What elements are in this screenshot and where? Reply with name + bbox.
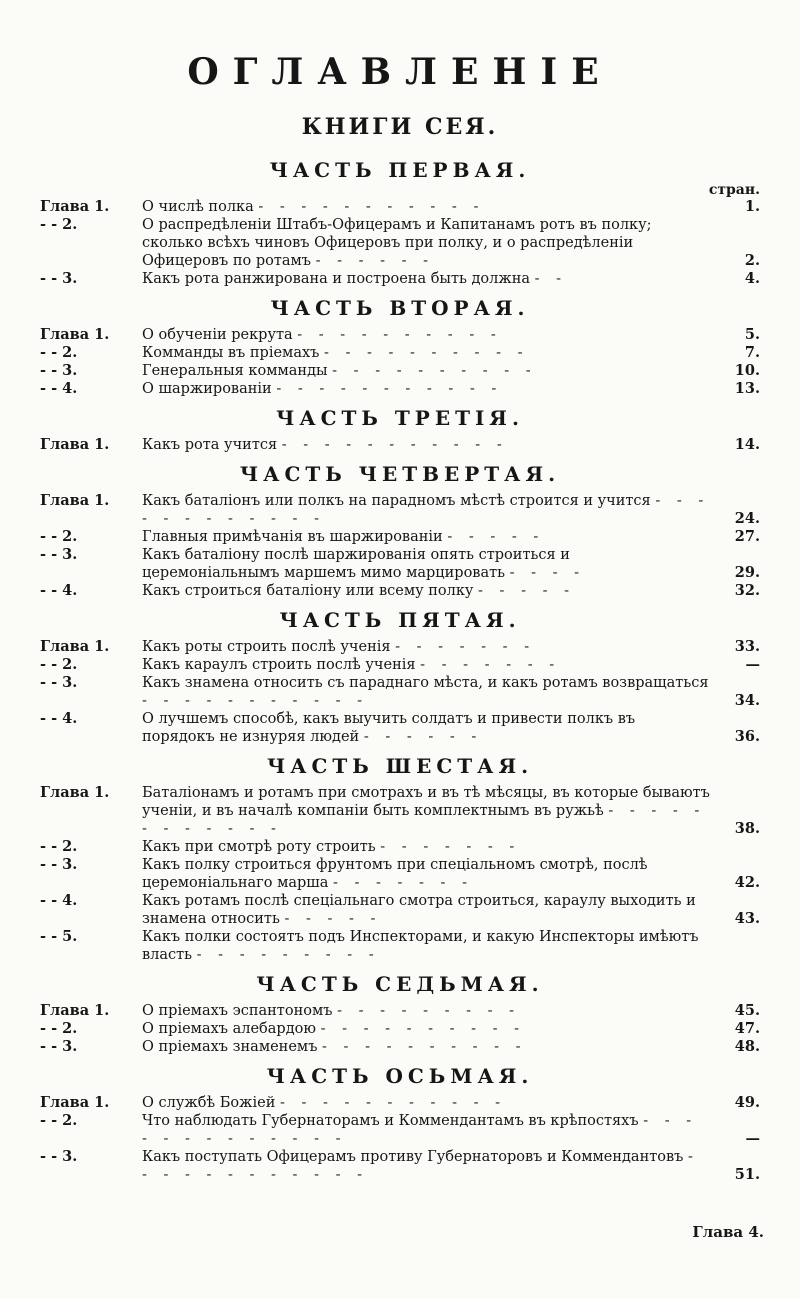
dot-leader: - - - - - - bbox=[363, 729, 483, 745]
chapter-label: Глава 1. bbox=[40, 198, 110, 215]
chapter-title-text: Какъ рота учится bbox=[142, 437, 278, 453]
chapter-title bbox=[142, 1148, 760, 1184]
dot-leader: - - - - - - - - - - bbox=[297, 327, 502, 343]
dot-leader: - - - - - - - - - - - - - bbox=[142, 1113, 698, 1147]
chapter-label: - - 5. bbox=[40, 928, 78, 945]
part-heading: ЧАСТЬ ПЕРВАЯ. bbox=[269, 158, 531, 182]
part-heading: ЧАСТЬ СЕДЬМАЯ. bbox=[256, 972, 544, 996]
part-heading: ЧАСТЬ ЧЕТВЕРТАЯ. bbox=[239, 462, 561, 486]
chapter-label: - - 2. bbox=[40, 838, 78, 855]
chapter-title-text: О службѣ Божіей bbox=[142, 1095, 276, 1111]
chapter-title bbox=[142, 656, 760, 674]
page-subtitle: КНИГИ СЕЯ. bbox=[301, 114, 499, 140]
dot-leader: - - - - - - - - - bbox=[337, 1003, 521, 1019]
chapter-title bbox=[142, 674, 760, 710]
page-number: — bbox=[745, 1130, 760, 1147]
page-title: ОГЛАВЛЕНІЕ bbox=[187, 51, 613, 93]
chapter-label: Глава 1. bbox=[40, 436, 110, 453]
dot-leader: - - - - - - - - - - - - bbox=[142, 1149, 699, 1183]
page-number: 45. bbox=[734, 1002, 760, 1019]
toc-part bbox=[40, 404, 760, 454]
toc-entry bbox=[40, 1002, 760, 1020]
chapter-title bbox=[142, 546, 760, 582]
page-number: 1. bbox=[744, 198, 760, 215]
chapter-title bbox=[142, 1002, 760, 1020]
chapter-title bbox=[142, 856, 760, 892]
chapter-title bbox=[142, 1020, 760, 1038]
page-number: 36. bbox=[734, 728, 760, 745]
toc-entry bbox=[40, 582, 760, 600]
chapter-title bbox=[142, 492, 760, 528]
dot-leader: - - - - - - - bbox=[380, 839, 521, 855]
chapter-title-text: О пріемахъ знаменемъ bbox=[142, 1039, 318, 1055]
chapter-title bbox=[142, 270, 760, 288]
dot-leader: - - - - - - - - - - bbox=[324, 345, 529, 361]
part-heading: ЧАСТЬ ТРЕТІЯ. bbox=[276, 406, 524, 430]
chapter-title-text: О обученіи рекрута bbox=[142, 327, 293, 343]
chapter-title-text: Какъ ротамъ послѣ спеціальнаго смотра строиться, караулу выходить и знамена относить bbox=[142, 893, 696, 927]
toc-entry bbox=[40, 362, 760, 380]
chapter-title-text: Какъ при смотрѣ роту строить bbox=[142, 839, 376, 855]
toc-entry bbox=[40, 216, 760, 270]
toc-entry bbox=[40, 344, 760, 362]
catchword: Глава 4. bbox=[692, 1223, 764, 1241]
toc-entry bbox=[40, 546, 760, 582]
chapter-label: - - 2. bbox=[40, 656, 78, 673]
page-number: 38. bbox=[734, 820, 760, 837]
dot-leader: - - - - - bbox=[478, 583, 575, 599]
chapter-title-text: Что наблюдать Губернаторамъ и Коммендантамъ въ крѣпостяхъ bbox=[142, 1113, 639, 1129]
chapter-title bbox=[142, 784, 760, 838]
chapter-title-text: Баталіонамъ и ротамъ при смотрахъ и въ тѣ мѣсяцы, въ которые бываютъ ученіи, и въ началѣ компаніи быть комплектнымъ въ ружьѣ bbox=[142, 785, 710, 819]
dot-leader: - - - - - bbox=[447, 529, 545, 545]
page-number: 49. bbox=[734, 1094, 760, 1111]
chapter-title bbox=[142, 1038, 760, 1056]
dot-leader: - - - - - - - bbox=[420, 657, 561, 673]
chapter-label: - - 4. bbox=[40, 380, 78, 397]
chapter-label: - - 3. bbox=[40, 856, 78, 873]
chapter-title bbox=[142, 928, 760, 964]
chapter-title bbox=[142, 344, 760, 362]
dot-leader: - - - - - bbox=[284, 911, 382, 927]
toc-entry bbox=[40, 710, 760, 746]
chapter-title bbox=[142, 638, 760, 656]
page-number: 24. bbox=[734, 510, 760, 527]
chapter-label: - - 3. bbox=[40, 546, 78, 563]
chapter-title-text: О лучшемъ способѣ, какъ выучить солдатъ и привести полкъ въ порядокъ не изнуряя людей bbox=[142, 711, 636, 745]
toc-parts bbox=[40, 156, 760, 1184]
chapter-label: - - 3. bbox=[40, 362, 78, 379]
dot-leader: - - - - - - - - - - - bbox=[281, 437, 508, 453]
page-number: 51. bbox=[734, 1166, 760, 1183]
dot-leader: - - - - - - - - - - bbox=[320, 1021, 526, 1037]
chapter-label: - - 3. bbox=[40, 270, 78, 287]
chapter-title-text: О пріемахъ эспантономъ bbox=[142, 1003, 333, 1019]
chapter-title bbox=[142, 528, 760, 546]
toc-entry bbox=[40, 380, 760, 398]
toc-part bbox=[40, 156, 760, 288]
chapter-label: - - 2. bbox=[40, 216, 78, 233]
chapter-label: Глава 1. bbox=[40, 1002, 110, 1019]
dot-leader: - - - - - - - - - - - bbox=[280, 1095, 506, 1111]
dot-leader: - - - - - - - - - bbox=[196, 947, 380, 963]
toc-part bbox=[40, 606, 760, 746]
chapter-title-text: О шаржированіи bbox=[142, 381, 272, 397]
chapter-label: Глава 1. bbox=[40, 638, 110, 655]
toc-entry bbox=[40, 784, 760, 838]
chapter-label: - - 4. bbox=[40, 582, 78, 599]
page-number: 10. bbox=[734, 362, 760, 379]
chapter-label: - - 3. bbox=[40, 674, 78, 691]
dot-leader: - - - - - - - - - - - bbox=[142, 693, 368, 709]
chapter-title-text: О распредѣленіи Штабъ-Офицерамъ и Капитанамъ ротъ въ полку; сколько всѣхъ чиновъ Офицеровъ при полку, и о распредѣленіи Офицеровъ по ротамъ bbox=[142, 217, 652, 269]
chapter-title bbox=[142, 1094, 760, 1112]
chapter-label: - - 4. bbox=[40, 710, 78, 727]
chapter-label: - - 2. bbox=[40, 1020, 78, 1037]
chapter-title-text: Какъ полки состоятъ подъ Инспекторами, и какую Инспекторы имѣютъ власть bbox=[142, 929, 699, 963]
page-number: 27. bbox=[734, 528, 760, 545]
dot-leader: - - - - - - - - - - - bbox=[276, 381, 503, 397]
toc-entry bbox=[40, 198, 760, 216]
chapter-title bbox=[142, 582, 760, 600]
page-number: 47. bbox=[734, 1020, 760, 1037]
toc-entry bbox=[40, 892, 760, 928]
dot-leader: - - - - - - - bbox=[333, 875, 473, 891]
toc-entry bbox=[40, 656, 760, 674]
chapter-title-text: Какъ роты строить послѣ ученія bbox=[142, 639, 391, 655]
chapter-title-text: Какъ поступать Офицерамъ противу Губернаторовъ и Коммендантовъ bbox=[142, 1149, 684, 1165]
page-column-label: стран. bbox=[708, 182, 760, 198]
page-number: 5. bbox=[744, 326, 760, 343]
chapter-label: Глава 1. bbox=[40, 1094, 110, 1111]
part-heading: ЧАСТЬ ВТОРАЯ. bbox=[270, 296, 530, 320]
page-number: 42. bbox=[734, 874, 760, 891]
chapter-title bbox=[142, 838, 760, 856]
chapter-title bbox=[142, 216, 760, 270]
chapter-title-text: Какъ знамена относить съ параднаго мѣста, и какъ ротамъ возвращаться bbox=[142, 675, 709, 691]
toc-entry bbox=[40, 270, 760, 288]
chapter-title-text: О числѣ полка bbox=[142, 199, 254, 215]
part-heading: ЧАСТЬ ШЕСТАЯ. bbox=[266, 754, 534, 778]
chapter-title bbox=[142, 710, 760, 746]
part-heading: ЧАСТЬ ОСЬМАЯ. bbox=[266, 1064, 534, 1088]
chapter-label: - - 3. bbox=[40, 1038, 78, 1055]
chapter-label: - - 2. bbox=[40, 528, 78, 545]
page-number: 2. bbox=[744, 252, 760, 269]
chapter-title-text: О пріемахъ алебардою bbox=[142, 1021, 316, 1037]
toc-entry bbox=[40, 1038, 760, 1056]
chapter-title bbox=[142, 436, 760, 454]
toc-entry bbox=[40, 326, 760, 344]
chapter-title bbox=[142, 326, 760, 344]
toc-entry bbox=[40, 674, 760, 710]
toc-part bbox=[40, 970, 760, 1056]
toc-entry bbox=[40, 436, 760, 454]
dot-leader: - - bbox=[534, 271, 568, 287]
chapter-title bbox=[142, 892, 760, 928]
part-heading: ЧАСТЬ ПЯТАЯ. bbox=[279, 608, 521, 632]
page-number: 33. bbox=[734, 638, 760, 655]
toc-entry bbox=[40, 528, 760, 546]
toc-entry bbox=[40, 638, 760, 656]
chapter-title-text: Какъ баталіону послѣ шаржированія опять строиться и церемоніальнымъ маршемъ мимо марцировать bbox=[142, 547, 570, 581]
chapter-title bbox=[142, 1112, 760, 1148]
toc-entry bbox=[40, 856, 760, 892]
chapter-title bbox=[142, 198, 760, 216]
chapter-label: - - 2. bbox=[40, 1112, 78, 1129]
toc-part bbox=[40, 460, 760, 600]
chapter-label: Глава 1. bbox=[40, 784, 110, 801]
chapter-label: Глава 1. bbox=[40, 326, 110, 343]
toc-entry bbox=[40, 928, 760, 964]
page-number: 48. bbox=[734, 1038, 760, 1055]
page-number: 14. bbox=[734, 436, 760, 453]
dot-leader: - - - - - - - - - - bbox=[322, 1039, 527, 1055]
toc-entry bbox=[40, 838, 760, 856]
chapter-label: - - 2. bbox=[40, 344, 78, 361]
toc-entry bbox=[40, 492, 760, 528]
toc-entry bbox=[40, 1148, 760, 1184]
chapter-title-text: Генеральныя комманды bbox=[142, 363, 328, 379]
chapter-label: Глава 1. bbox=[40, 492, 110, 509]
dot-leader: - - - - - - - bbox=[395, 639, 536, 655]
dot-leader: - - - - - - - - - - - bbox=[258, 199, 485, 215]
page-number: 13. bbox=[734, 380, 760, 397]
chapter-label: - - 4. bbox=[40, 892, 78, 909]
chapter-label: - - 3. bbox=[40, 1148, 78, 1165]
dot-leader: - - - - - - - - - - - - bbox=[142, 803, 706, 837]
page-number: 7. bbox=[744, 344, 760, 361]
toc-entry bbox=[40, 1094, 760, 1112]
toc-part bbox=[40, 1062, 760, 1184]
chapter-title-text: Какъ строиться баталіону или всему полку bbox=[142, 583, 474, 599]
chapter-title bbox=[142, 362, 760, 380]
page-number: 29. bbox=[734, 564, 760, 581]
toc-part bbox=[40, 752, 760, 964]
chapter-title-text: Главныя примѣчанія въ шаржированіи bbox=[142, 529, 443, 545]
chapter-title-text: Какъ рота ранжирована и построена быть должна bbox=[142, 271, 531, 287]
dot-leader: - - - - - - bbox=[315, 253, 435, 269]
chapter-title-text: Какъ полку строиться фрунтомъ при спеціальномъ смотрѣ, послѣ церемоніальнаго марша bbox=[142, 857, 648, 891]
page-number: 32. bbox=[734, 582, 760, 599]
dot-leader: - - - - - - - - - - - - bbox=[142, 493, 710, 527]
toc-part bbox=[40, 294, 760, 398]
dot-leader: - - - - bbox=[509, 565, 586, 581]
toc-entry bbox=[40, 1020, 760, 1038]
page-number: — bbox=[745, 656, 760, 673]
toc-entry bbox=[40, 1112, 760, 1148]
dot-leader: - - - - - - - - - - bbox=[332, 363, 537, 379]
page-number: 43. bbox=[734, 910, 760, 927]
chapter-title bbox=[142, 380, 760, 398]
page-number: 4. bbox=[744, 270, 760, 287]
page-number: 34. bbox=[734, 692, 760, 709]
chapter-title-text: Какъ караулъ строить послѣ ученія bbox=[142, 657, 416, 673]
chapter-title-text: Комманды въ пріемахъ bbox=[142, 345, 320, 361]
chapter-title-text: Какъ баталіонъ или полкъ на парадномъ мѣстѣ строится и учится bbox=[142, 493, 651, 509]
